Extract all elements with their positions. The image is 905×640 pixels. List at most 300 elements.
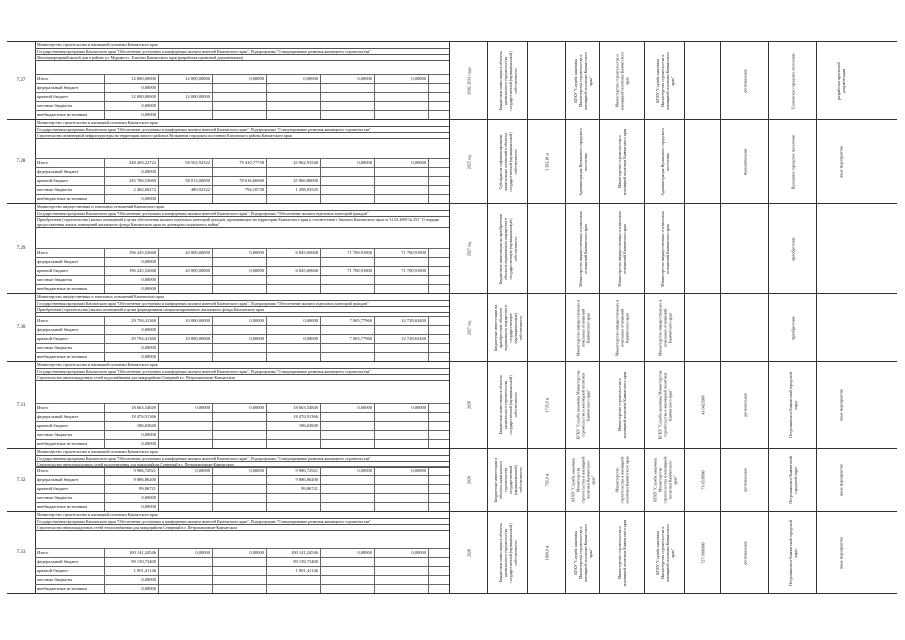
funding-value [321,440,375,448]
funding-value: 0,00000 [267,317,321,325]
funding-row [35,466,449,475]
attribute-cell [599,120,644,203]
funding-value: 12 000,00000 [159,93,213,101]
section-header: Министерство строительства и жилищной политики Камчатского края [35,362,449,369]
attribute-text: региональная [742,68,747,93]
attribute-text: КГКУ "Служба заказчика Министерства строительства и жилищной политики Камчатского края" [657,370,672,440]
funding-value: 0,00000 [321,467,375,475]
funding-value [267,258,321,266]
funding-source-label: внебюджетные источники [35,195,105,203]
project-details [35,512,449,593]
funding-value: 0,00000 [375,75,429,83]
funding-row [35,325,449,334]
funding-value [321,195,375,203]
funding-value [159,413,213,421]
attribute-cell [599,42,644,119]
attribute-text: Министерство имущественных и земельных отношений Камчатского края [577,210,588,287]
funding-value [321,344,375,352]
funding-value: 6 845,69668 [267,249,321,257]
attribute-text: Администрация Вулканного городского поселения [659,127,670,196]
attribute-text: Петропавловск-Камчатский городской округ [787,372,798,438]
funding-row [35,493,449,502]
attribute-cell [565,204,599,293]
funding-row [35,266,449,275]
funding-source-label: краевой бюджет [35,422,105,430]
funding-value: 6 845,69668 [267,267,321,275]
funding-row [35,176,449,185]
funding-value [159,353,213,361]
funding-value: 29 794,41360 [105,317,159,325]
section-header: Государственная программа Камчатского края "Обеспечение доступным и комфортным жильем жителей Камчатского края", Подпрограмма "Стимулирование развития жилищного строительства" [35,49,449,56]
funding-value [267,111,321,119]
attribute-cell [644,294,684,361]
attribute-cell [816,204,864,293]
project-attributes [449,42,897,119]
funding-value: 0,00000 [321,75,375,83]
funding-source-label: краевой бюджет [35,485,105,493]
funding-value [375,102,429,110]
funding-value [321,422,375,430]
funding-row [35,584,449,593]
attribute-cell [720,362,768,448]
funding-value [213,485,267,493]
funding-value [267,102,321,110]
attribute-cell [527,120,565,203]
funding-value: 0,00000 [321,549,375,557]
funding-value: 9 886,86200 [105,476,159,484]
attribute-cell [768,204,816,293]
funding-value [375,111,429,119]
funding-value [267,503,321,511]
attribute-text: 41-0423990 [700,395,705,415]
funding-source-label: местные бюджеты [35,344,105,352]
funding-row [35,101,449,110]
funding-value: 0,00000 [375,467,429,475]
funding-value [375,353,429,361]
funding-value [375,558,429,566]
attribute-text: Бюджетные инвестиции в объекты капитального строительства государственной (муниципальной) собственности [492,458,523,502]
attribute-cell [816,512,864,593]
section-header: Государственная программа Камчатского края "Обеспечение доступным и комфортным жильем жителей Камчатского края", Подпрограмма "Стимулирование развития жилищного строительства" [35,127,449,134]
funding-value: 489,92522 [159,186,213,194]
attribute-cell [720,42,768,119]
funding-source-label: внебюджетные источники [35,585,105,593]
funding-row [35,502,449,511]
funding-value: 0,00000 [321,404,375,412]
funding-value [159,326,213,334]
funding-value [159,195,213,203]
funding-value [375,285,429,293]
project-details [35,449,449,511]
attribute-text: Петропавловск-Камчатский городской округ [787,456,798,504]
funding-source-label: местные бюджеты [35,102,105,110]
attribute-cell [644,449,684,511]
attribute-text: Бюджетные инвестиции в объекты капитального строительства государственной (муниципальной) собственности [497,50,518,111]
budget-table [7,41,897,594]
attribute-text: Бюджетные инвестиции на приобретение объектов недвижимого имущества в государственную (муниципальную) собственность [497,213,518,284]
funding-value: 0,00000 [213,317,267,325]
attribute-text: КГКУ "Служба заказчика Министерства строительства и жилищной политики Камчатского края" [570,456,595,504]
funding-value [321,276,375,284]
funding-value [321,353,375,361]
attribute-text: КГКУ "Служба заказчика Министерства строительства и жилищной политики Камчатского края" [652,456,677,504]
attribute-text: 3 563,18 м [544,152,549,171]
attribute-text: Министерство имущественных и земельных отношений Камчатского края [659,210,670,287]
attribute-text: КГКУ "Служба заказчика Министерства строительства и жилищной политики Камчатского края" [654,523,675,582]
funding-row [35,430,449,439]
attribute-cell [449,512,487,593]
funding-value [267,585,321,593]
funding-value [159,494,213,502]
funding-value [321,326,375,334]
attribute-text: Министерство строительства и жилищной политики Камчатского края [614,51,630,110]
project-details [35,120,449,203]
attribute-cell [487,42,527,119]
attribute-cell [565,512,599,593]
funding-source-label: краевой бюджет [35,567,105,575]
funding-value [213,93,267,101]
funding-source-label: федеральный бюджет [35,168,105,176]
funding-value [213,84,267,92]
funding-value [159,84,213,92]
funding-row [35,158,449,167]
attribute-text: Министерство имущественных и земельных отношений Камчатского края [657,299,672,356]
attribute-cell [720,120,768,203]
funding-row [35,575,449,584]
attribute-cell [684,42,720,119]
attribute-cell [565,449,599,511]
funding-source-label: Итого [35,404,105,412]
attribute-cell [487,362,527,448]
funding-value: 18 663,54849 [267,404,321,412]
funding-value [375,476,429,484]
funding-value: 245 786,53669 [105,177,159,185]
funding-value: 0,00000 [105,431,159,439]
attribute-cell [816,362,864,448]
funding-value: 0,00000 [105,258,159,266]
project-description: Многоквартирный жилой дом в районе ул. Мурман в г. Елизово Камчатского края (разработка проектной документации) [35,55,449,61]
attribute-text: Министерство строительства и жилищной политики Камчатского края [617,371,627,439]
project-details [35,204,449,293]
funding-value [321,494,375,502]
funding-row [35,412,449,421]
funding-value [375,576,429,584]
project-description: Приобретение (строительство) жилых помещений в целях обеспечения жильем отдельных категорий граждан, проживающих на территории Камчатского края в соответствии с Законом Камчатского края от 31.03.2009 № 253 "О порядке предоставления жилых помещений жилищного фонда Камчатского края по договорам социального найма" [35,217,449,228]
funding-value [321,93,375,101]
funding-value [321,177,375,185]
project-description: Строительство внеплощадочных сетей теплоснабжения для микрорайона Северный в г. Петропавловске-Камчатском [35,525,449,531]
funding-value [267,326,321,334]
funding-value: 0,00000 [267,75,321,83]
funding-value: 9 886,86200 [267,476,321,484]
attribute-cell [527,512,565,593]
funding-row [35,83,449,92]
attribute-cell [527,204,565,293]
funding-value: 1 001,41146 [105,567,159,575]
project-block [7,204,897,294]
funding-value [213,258,267,266]
funding-value [213,431,267,439]
funding-row [35,92,449,101]
funding-source-label: краевой бюджет [35,177,105,185]
attribute-cell [565,294,599,361]
attribute-cell [527,294,565,361]
project-details [35,42,449,119]
funding-value [159,558,213,566]
funding-value [213,276,267,284]
attribute-cell [487,120,527,203]
attribute-cell [487,294,527,361]
funding-value [267,285,321,293]
attribute-text: 2026 [466,476,471,484]
funding-value [321,476,375,484]
attribute-text: 727-3090990 [700,541,705,564]
funding-value: 71 700,91800 [375,249,429,257]
project-block [7,294,897,362]
attribute-cell [720,294,768,361]
funding-value [375,494,429,502]
funding-value: 0,00000 [105,494,159,502]
funding-value [267,195,321,203]
attribute-cell [768,42,816,119]
funding-value: 99 139,73400 [267,558,321,566]
row-number: 7.32 [7,449,36,511]
funding-value: 9 986,72921 [105,467,159,475]
funding-value [321,576,375,584]
funding-value [375,422,429,430]
attribute-cell [449,362,487,448]
funding-value: 0,00000 [213,404,267,412]
attribute-cell [684,449,720,511]
attribute-cell [599,449,644,511]
attribute-text: Вулканное городское поселение [790,134,795,189]
funding-row [35,352,449,361]
funding-value [321,567,375,575]
attribute-text: иные мероприятия [838,389,843,421]
attribute-cell [684,120,720,203]
attribute-cell [644,362,684,448]
funding-value: 0,00000 [159,467,213,475]
funding-value: 794,10738 [213,186,267,194]
attribute-cell [684,512,720,593]
row-number: 7.27 [7,42,36,119]
funding-value [213,503,267,511]
attribute-text: Елизовское городское поселение [790,52,795,109]
funding-value [213,494,267,502]
funding-source-label: федеральный бюджет [35,326,105,334]
attribute-text: приобретение [790,236,795,261]
funding-row [35,248,449,257]
funding-value: 100 141,24546 [105,549,159,557]
attribute-text: иные мероприятия [838,464,843,496]
funding-row [35,194,449,203]
funding-source-label: краевой бюджет [35,267,105,275]
funding-value [213,576,267,584]
project-attributes [449,294,897,361]
funding-value [213,111,267,119]
funding-value [375,258,429,266]
funding-row [35,316,449,325]
funding-source-label: краевой бюджет [35,335,105,343]
funding-value: 0,00000 [213,549,267,557]
section-header: Министерство строительства и жилищной политики Камчатского края [35,512,449,519]
attribute-cell [816,294,864,361]
funding-value: 99 139,73400 [105,558,159,566]
attribute-text: Министерство строительства и жилищной политики Камчатского края [614,456,630,504]
funding-rows [35,403,449,448]
funding-value [321,84,375,92]
funding-value: 58 013,00000 [159,177,213,185]
funding-value: 0,00000 [105,102,159,110]
funding-source-label: местные бюджеты [35,276,105,284]
funding-value [321,168,375,176]
funding-value [267,276,321,284]
attribute-text: КГКУ "Служба заказчика Министерства строительства и жилищной политики Камчатского края" [654,51,675,110]
project-details [35,362,449,448]
attribute-text: 705,0 м [544,473,549,487]
row-number: 7.28 [7,120,36,203]
funding-row [35,334,449,343]
attribute-cell [487,512,527,593]
attribute-text: приобретение [790,315,795,340]
attribute-cell [449,449,487,511]
funding-value: 0,00000 [105,111,159,119]
attribute-text: 2027 год [466,320,471,335]
attribute-cell [768,362,816,448]
project-details [35,294,449,361]
funding-row [35,167,449,176]
funding-value: 12 000,00000 [105,75,159,83]
project-block [7,120,897,204]
funding-value [159,102,213,110]
funding-rows [35,466,449,511]
attribute-text: Петропавловск-Камчатский городской округ [787,519,798,586]
section-header: Министерство строительства и жилищной политики Камчатского края [35,42,449,49]
attribute-cell [768,512,816,593]
funding-value: 186,63849 [105,422,159,430]
funding-value [321,413,375,421]
section-header: Министерство имущественных и земельных отношений Камчатского края [35,204,449,211]
funding-row [35,557,449,566]
funding-source-label: краевой бюджет [35,93,105,101]
row-number: 7.33 [7,512,36,593]
funding-value [267,93,321,101]
funding-row [35,548,449,557]
funding-value: 7 065,77960 [321,317,375,325]
funding-source-label: Итого [35,467,105,475]
attribute-cell [644,120,684,203]
funding-value [213,558,267,566]
funding-value [321,485,375,493]
funding-value [267,440,321,448]
project-description: Строительство внеплощадочных сетей водоотведения для микрорайона Северный в г. Петропавловске-Камчатском [35,462,449,468]
funding-value [213,168,267,176]
attribute-cell [565,42,599,119]
project-attributes [449,512,897,593]
funding-rows [35,316,449,361]
funding-value: 0,00000 [375,549,429,557]
funding-source-label: местные бюджеты [35,494,105,502]
funding-value: 0,00000 [375,159,429,167]
attribute-cell [644,204,684,293]
funding-value: 0,00000 [105,276,159,284]
funding-row [35,74,449,83]
funding-value [375,186,429,194]
attribute-text: иные мероприятия [838,536,843,569]
project-attributes [449,449,897,511]
attribute-cell [599,204,644,293]
attribute-cell [527,362,565,448]
funding-value [321,585,375,593]
funding-value [321,558,375,566]
funding-value: 78 616,66960 [213,177,267,185]
funding-source-label: внебюджетные источники [35,440,105,448]
funding-source-label: федеральный бюджет [35,84,105,92]
funding-source-label: федеральный бюджет [35,258,105,266]
funding-value [213,476,267,484]
attribute-text: разработка проектной документации [835,61,846,100]
funding-value: 20 000,00000 [159,249,213,257]
funding-value [159,585,213,593]
row-number: 7.29 [7,204,36,293]
section-header: Государственная программа Камчатского края "Обеспечение доступным и комфортным жильем жителей Камчатского края", Подпрограмма "Стимулирование развития жилищного строительства" [35,369,449,376]
funding-value: 0,00000 [213,335,267,343]
project-attributes [449,362,897,448]
funding-rows [35,74,449,119]
attribute-text: иные мероприятия [838,145,843,178]
funding-row [35,343,449,352]
funding-value: 10 000,00000 [159,335,213,343]
funding-value: 0,00000 [375,404,429,412]
funding-rows [35,158,449,203]
funding-value: 29 794,41360 [105,335,159,343]
attribute-text: региональная [742,393,747,417]
funding-value [321,111,375,119]
attribute-cell [565,362,599,448]
funding-value [213,567,267,575]
section-header: Министерство строительства и жилищной политики Камчатского края [35,449,449,456]
funding-value [213,285,267,293]
project-block [7,449,897,512]
project-block [7,42,897,120]
attribute-text: Бюджетные инвестиции на приобретение объектов недвижимого имущества в государственную (муниципальную) собственность [492,304,523,351]
attribute-cell [449,204,487,293]
funding-value [213,344,267,352]
funding-value: 0,00000 [213,267,267,275]
funding-value [159,344,213,352]
attribute-cell [487,449,527,511]
funding-value [159,576,213,584]
funding-value [213,413,267,421]
funding-value [375,440,429,448]
funding-value: 0,00000 [159,549,213,557]
funding-value: 25 966,86000 [267,177,321,185]
funding-value: 20 000,00000 [159,267,213,275]
funding-value: 0,00000 [105,503,159,511]
funding-value: 0,00000 [267,335,321,343]
funding-source-label: внебюджетные источники [35,503,105,511]
funding-value [213,585,267,593]
funding-value [159,111,213,119]
funding-row [35,566,449,575]
funding-value: 0,00000 [105,344,159,352]
funding-value [375,326,429,334]
funding-value [267,84,321,92]
funding-row [35,421,449,430]
funding-value [321,102,375,110]
attribute-cell [565,120,599,203]
funding-row [35,110,449,119]
